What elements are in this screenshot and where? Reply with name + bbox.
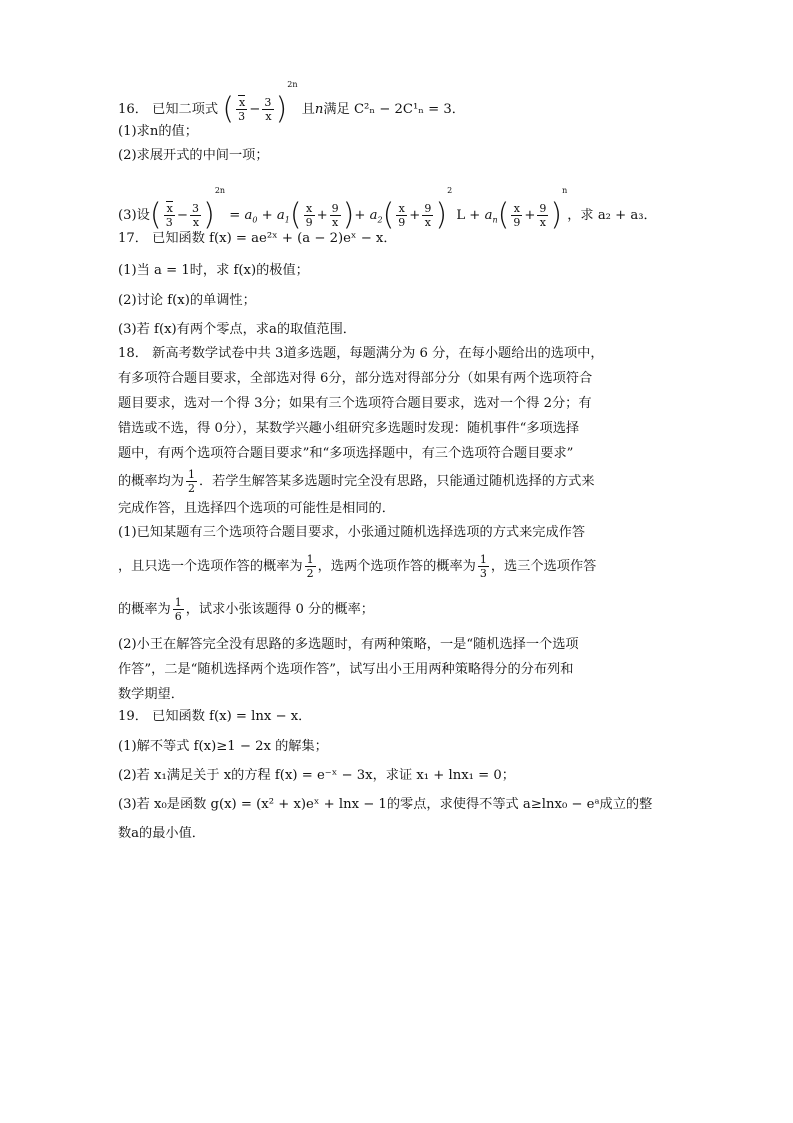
formula-var: n	[314, 102, 324, 117]
formula-paren: (	[382, 197, 395, 233]
problem-18-part1-line2	[118, 553, 596, 580]
problem-18-part1-line3	[118, 596, 374, 623]
problem-number: 16．	[118, 102, 148, 117]
formula-fraction: $\frac{9}{x}$	[424, 202, 432, 229]
problem-18-line: 题中，有两个选项符合题目要求”和“多项选择题中，有三个选项符合题目要求”	[118, 446, 574, 461]
problem-19-part1: (1)解不等式 f(x)≥1 − 2x 的解集；	[118, 739, 328, 754]
problem-19-stem	[118, 708, 311, 726]
problem-text: 新高考数学试卷中共 3道多选题，每题满分为 6 分，在每小题给出的选项中，	[152, 346, 604, 361]
problem-18-line: 错选或不选，得 0分），某数学兴趣小组研究多选题时发现：随机事件“多项选择	[118, 421, 580, 436]
formula-fraction: $\frac{x}{3}$	[236, 96, 247, 123]
formula-paren: (	[289, 197, 302, 233]
fraction-one-third	[478, 553, 489, 580]
problem-17-part3: (3)若 f(x)有两个零点，求a的取值范围．	[118, 322, 356, 337]
problem-16-part3: (3)设( $\frac{x}{3}$ − $\frac{3}{x}$ )$^{2n} = a_0 + a_1$( $\frac{x}{9}$ + $\frac{9}{x}$ )+ $a_2$( $\frac{x}{9}$ + $\frac{9}{x}$ )$^2$ $L + a_n$( $\frac{x}{9}$ + $\frac{9}{x}$ )$^n$，求 a₂ + a₃．	[118, 186, 657, 233]
problem-19-part3-line: 数a的最小值．	[118, 826, 205, 841]
problem-text: 满足	[323, 102, 350, 117]
problem-18-line: 有多项符合题目要求，全部选对得 6分，部分选对得部分分（如果有两个选项符合	[118, 371, 593, 386]
problem-16-stem: 16． 已知二项式 ( $\frac{x}{3}$ − $\frac{3}{x}$ )$^{2n}$ 且n满足 C²ₙ − 2C¹ₙ = 3．	[118, 80, 465, 127]
fraction-one-half	[186, 468, 197, 495]
formula-fraction: $\frac{3}{x}$	[190, 202, 201, 229]
formula-fraction: $\frac{x}{3}$	[164, 202, 175, 229]
formula-paren: )	[342, 197, 355, 233]
formula-fraction: $\frac{9}{x}$	[539, 202, 547, 229]
fraction-one-half	[305, 553, 316, 580]
fraction-numerator: 1	[187, 468, 195, 481]
problem-17-part2: (2)讨论 f(x)的单调性；	[118, 293, 256, 308]
problem-text: ，求 a₂ + a₃．	[567, 208, 657, 223]
problem-19-part2: (2)若 x₁满足关于 x的方程 f(x) = e⁻ˣ − 3x，求证 x₁ + lnx₁ = 0；	[118, 768, 515, 783]
fraction-denominator: 6	[174, 610, 182, 623]
problem-18-prob-line	[118, 468, 595, 495]
fraction-denominator: 3	[479, 567, 487, 580]
problem-text: 已知函数 f(x) = lnx − x．	[152, 709, 312, 724]
formula-paren: (	[222, 91, 235, 127]
formula-paren: (	[497, 197, 510, 233]
fraction-denominator: 2	[306, 567, 314, 580]
fraction-numerator: 1	[174, 596, 182, 609]
problem-text: ，且只选一个选项作答的概率为	[118, 559, 303, 574]
formula-fraction: $\frac{9}{x}$	[331, 202, 339, 229]
formula-paren: )	[550, 197, 563, 233]
problem-18-line: 完成作答，且选择四个选项的可能性是相同的．	[118, 501, 395, 516]
problem-18-part2-line: 数学期望．	[118, 687, 184, 702]
problem-number: 17．	[118, 231, 148, 246]
formula-paren: (	[149, 197, 162, 233]
problem-18-stem	[118, 345, 604, 363]
problem-number: 18．	[118, 346, 148, 361]
formula-paren: )	[435, 197, 448, 233]
problem-18-part2: (2)小王在解答完全没有思路的多选题时，有两种策略，一是“随机选择一个选项	[118, 637, 579, 652]
problem-text: ，选两个选项作答的概率为	[317, 559, 476, 574]
problem-text: 且	[301, 102, 315, 117]
problem-17-part1: (1)当 a = 1时，求 f(x)的极值；	[118, 263, 309, 278]
problem-16-part1: (1)求n的值；	[118, 124, 198, 139]
problem-18-part2-line: 作答”，二是“随机选择两个选项作答”，试写出小王用两种策略得分的分布列和	[118, 662, 574, 677]
problem-number: 19．	[118, 709, 148, 724]
problem-18-part1: (1)已知某题有三个选项符合题目要求，小张通过随机选择选项的方式来完成作答	[118, 525, 586, 540]
fraction-numerator: 1	[479, 553, 487, 566]
formula-paren: )	[275, 91, 288, 127]
problem-text: 的概率均为	[118, 474, 184, 489]
formula-fraction: $\frac{3}{x}$	[262, 96, 273, 123]
fraction-numerator: 1	[306, 553, 314, 566]
problem-text: ．若学生解答某多选题时完全没有思路，只能通过随机选择的方式来	[198, 474, 595, 489]
fraction-denominator: 2	[187, 482, 195, 495]
problem-text: 的概率为	[118, 602, 171, 617]
problem-text: ，试求小张该题得 0 分的概率；	[185, 602, 374, 617]
formula-paren: )	[203, 197, 215, 233]
problem-text: 已知函数 f(x) = ae²ˣ + (a − 2)eˣ − x．	[152, 231, 397, 246]
formula-fraction: $\frac{x}{9}$	[513, 202, 521, 229]
fraction-one-sixth	[173, 596, 184, 623]
problem-text: 已知二项式	[152, 102, 219, 117]
formula-fraction: $\frac{x}{9}$	[305, 202, 313, 229]
problem-text: ，选三个选项作答	[490, 559, 597, 574]
problem-17-stem	[118, 230, 397, 248]
formula-fraction: $\frac{x}{9}$	[398, 202, 406, 229]
problem-18-line: 题目要求，选对一个得 3分；如果有三个选项符合题目要求，选对一个得 2分；有	[118, 396, 592, 411]
problem-19-part3: (3)若 x₀是函数 g(x) = (x² + x)eˣ + lnx − 1的零点，求使得不等式 a≥lnx₀ − eᵃ成立的整	[118, 797, 653, 812]
formula-condition: C²ₙ − 2C¹ₙ = 3．	[353, 102, 465, 117]
problem-text: (3)设	[118, 208, 150, 223]
problem-16-part2: (2)求展开式的中间一项；	[118, 148, 269, 163]
